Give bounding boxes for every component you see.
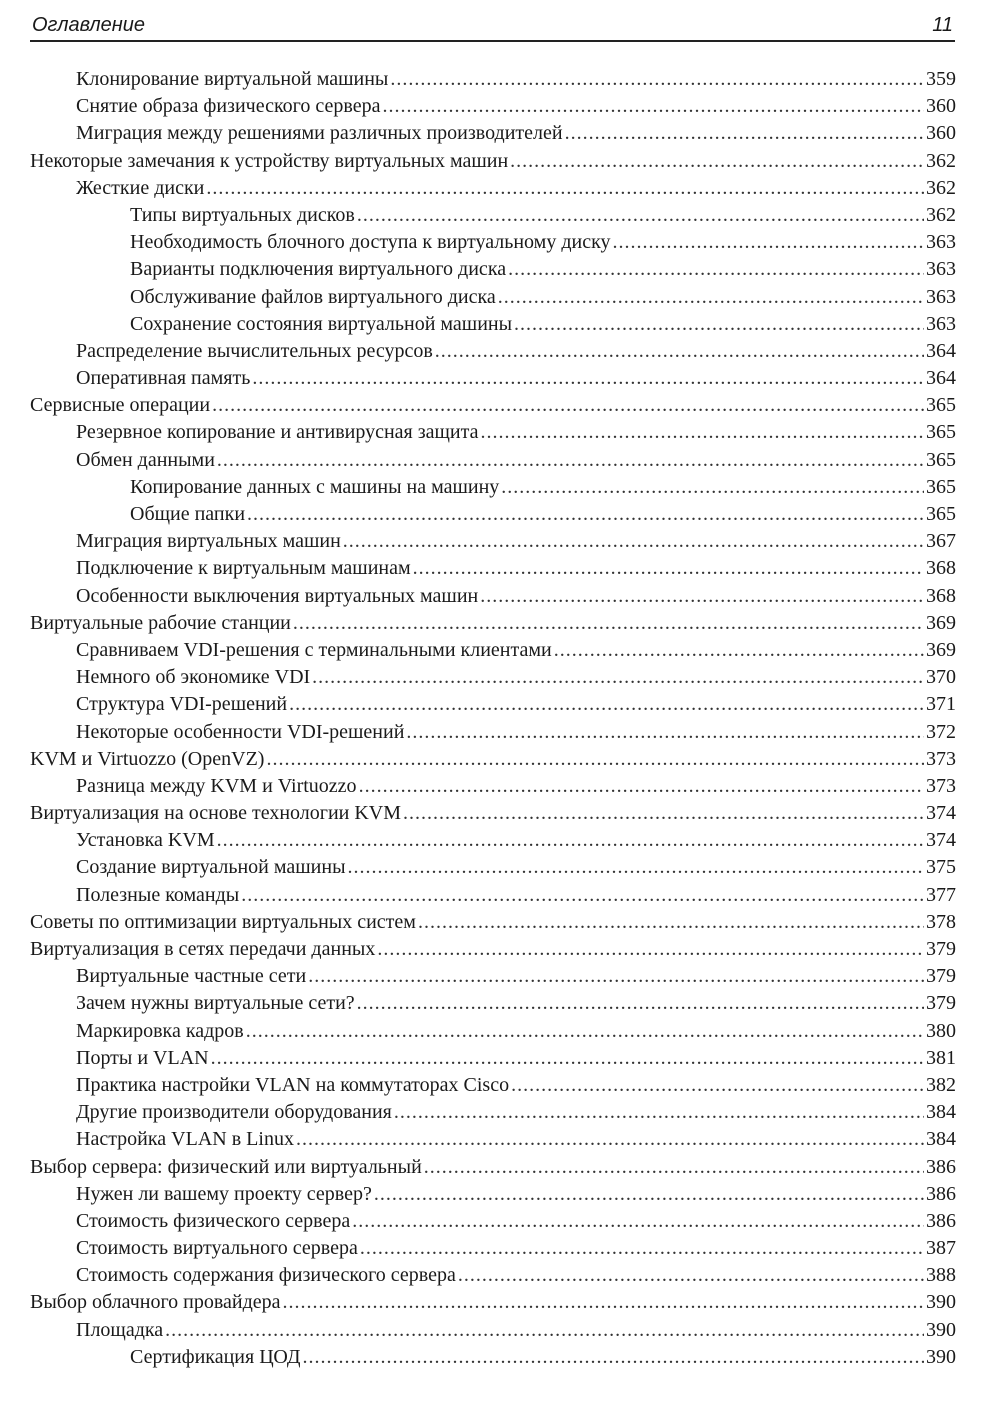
toc-entry-page: 373 [926,774,956,797]
toc-entry-page: 387 [926,1237,956,1260]
dot-leader [406,719,924,746]
dot-leader [296,1126,924,1153]
dot-leader [394,1099,924,1126]
toc-entry-title: Сертификация ЦОД [130,1345,301,1368]
toc-entry-page: 384 [926,1128,956,1151]
toc-entry-title: Порты и VLAN [76,1046,209,1069]
toc-entry-title: Полезные команды [76,883,240,906]
toc-entry [30,1099,956,1126]
dot-leader [382,93,924,120]
dot-leader [508,256,924,283]
toc-entry-title: Некоторые особенности VDI-решений [76,720,405,743]
toc-entry-title: Миграция между решениями различных производителей [76,122,563,145]
dot-leader [211,1045,924,1072]
toc-entry-title: Обслуживание файлов виртуального диска [130,285,496,308]
toc-entry-page: 360 [926,122,956,145]
toc-entry [30,202,956,229]
toc-entry-page: 364 [926,339,956,362]
dot-leader [435,338,924,365]
toc-entry [30,256,956,283]
toc-entry [30,365,956,392]
toc-entry-page: 365 [926,475,956,498]
toc-entry-page: 386 [926,1182,956,1205]
dot-leader [357,202,924,229]
toc-entry-title: Типы виртуальных дисков [130,203,355,226]
toc-entry [30,1154,956,1181]
toc-entry-page: 386 [926,1155,956,1178]
toc-entry-page: 378 [926,910,956,933]
toc-entry-title: Необходимость блочного доступа к виртуальному диску [130,231,611,254]
toc-entry [30,1018,956,1045]
toc-entry [30,1344,956,1371]
toc-entry-title: KVM и Virtuozzo (OpenVZ) [30,747,265,770]
toc-entry-title: Стоимость виртуального сервера [76,1237,358,1260]
dot-leader [554,637,924,664]
toc-entry-title: Советы по оптимизации виртуальных систем [30,910,416,933]
toc-entry [30,284,956,311]
toc-entry [30,746,956,773]
dot-leader [293,610,924,637]
toc-entry-title: Особенности выключения виртуальных машин [76,584,479,607]
toc-entry-page: 388 [926,1264,956,1287]
dot-leader [246,1018,924,1045]
toc-entry-title: Структура VDI-решений [76,693,288,716]
toc-entry-page: 371 [926,693,956,716]
toc-entry [30,691,956,718]
dot-leader [458,1262,924,1289]
dot-leader [212,392,924,419]
toc-entry [30,827,956,854]
toc-entry [30,474,956,501]
toc-entry-page: 365 [926,394,956,417]
toc-entry [30,854,956,881]
toc-entry [30,583,956,610]
toc-entry-title: Клонирование виртуальной машины [76,68,389,90]
dot-leader [302,1344,924,1371]
toc-entry [30,637,956,664]
dot-leader [480,419,924,446]
dot-leader [217,827,924,854]
toc-entry [30,990,956,1017]
dot-leader [374,1181,924,1208]
toc-entry-title: Копирование данных с машины на машину [130,475,500,498]
dot-leader [289,691,924,718]
toc-entry-title: Стоимость содержания физического сервера [76,1264,456,1287]
toc-entry-title: Нужен ли вашему проекту сервер? [76,1182,372,1205]
toc-entry [30,936,956,963]
toc-entry-page: 374 [926,802,956,825]
toc-entry [30,311,956,338]
toc-entry-page: 365 [926,421,956,444]
dot-leader [312,664,924,691]
dot-leader [510,148,924,175]
toc-entry-page: 379 [926,965,956,988]
toc-entry-title: Миграция виртуальных машин [76,530,341,553]
dot-leader [266,746,924,773]
toc-entry-title: Маркировка кадров [76,1019,244,1042]
toc-entry-page: 382 [926,1073,956,1096]
dot-leader [565,120,924,147]
toc-entry-page: 360 [926,95,956,118]
toc-entry-page: 362 [926,149,956,172]
toc-entry [30,93,956,120]
toc-entry-page: 372 [926,720,956,743]
toc-entry-page: 368 [926,557,956,580]
table-of-contents [30,66,956,1371]
dot-leader [424,1154,924,1181]
toc-entry-page: 369 [926,611,956,634]
toc-entry-page: 380 [926,1019,956,1042]
toc-entry-page: 379 [926,938,956,960]
toc-entry-title: Выбор облачного провайдера [30,1291,281,1314]
toc-entry-title: Разница между KVM и Virtuozzo [76,774,357,797]
toc-entry-title: Выбор сервера: физический или виртуальный [30,1155,422,1178]
dot-leader [514,311,924,338]
toc-entry-title: Виртуализация на основе технологии KVM [30,802,402,825]
toc-entry [30,664,956,691]
toc-entry-title: Жесткие диски [76,176,205,199]
dot-leader [165,1317,924,1344]
toc-entry-page: 386 [926,1209,956,1232]
toc-entry-page: 359 [926,68,956,90]
toc-entry [30,175,956,202]
toc-entry-page: 374 [926,829,956,852]
dot-leader [390,66,924,93]
toc-entry-title: Сохранение состояния виртуальной машины [130,312,513,335]
toc-entry-title: Сравниваем VDI-решения с терминальными клиентами [76,638,552,661]
toc-entry-page: 390 [926,1345,956,1368]
toc-entry [30,229,956,256]
toc-entry-page: 367 [926,530,956,553]
toc-entry-page: 368 [926,584,956,607]
toc-entry-title: Площадка [76,1318,164,1341]
dot-leader [501,474,924,501]
dot-leader [308,963,924,990]
toc-entry [30,1126,956,1153]
toc-entry-title: Практика настройки VLAN на коммутаторах Cisco [76,1073,510,1096]
toc-entry-title: Оперативная память [76,367,251,390]
running-header [30,10,955,42]
dot-leader [413,555,924,582]
dot-leader [352,1208,924,1235]
toc-entry [30,528,956,555]
dot-leader [480,583,924,610]
toc-entry-page: 365 [926,448,956,471]
dot-leader [206,175,924,202]
toc-entry-title: Виртуальные частные сети [76,965,307,988]
toc-entry-page: 390 [926,1318,956,1341]
toc-entry-page: 362 [926,176,956,199]
toc-entry-title: Общие папки [130,503,246,525]
dot-leader [357,990,924,1017]
toc-entry-title: Немного об экономике VDI [76,666,311,689]
dot-leader [511,1072,924,1099]
dot-leader [613,229,924,256]
toc-entry-title: Настройка VLAN в Linux [76,1128,294,1151]
toc-entry-title: Установка KVM [76,829,215,852]
dot-leader [283,1289,924,1316]
toc-entry [30,1289,956,1316]
toc-entry-page: 363 [926,231,956,254]
toc-entry-page: 377 [926,883,956,906]
toc-entry-title: Виртуальные рабочие станции [30,611,291,634]
dot-leader [377,936,924,963]
toc-entry [30,882,956,909]
toc-entry-page: 365 [926,503,956,525]
toc-entry [30,610,956,637]
toc-entry-title: Резервное копирование и антивирусная защита [76,421,479,444]
dot-leader [348,854,924,881]
toc-entry-title: Варианты подключения виртуального диска [130,258,507,281]
toc-entry-page: 384 [926,1101,956,1124]
dot-leader [403,800,924,827]
toc-entry [30,555,956,582]
toc-entry-title: Создание виртуальной машины [76,856,346,879]
toc-entry [30,773,956,800]
toc-entry-page: 390 [926,1291,956,1314]
dot-leader [247,501,924,528]
toc-entry [30,1317,956,1344]
toc-entry [30,120,956,147]
toc-entry-title: Некоторые замечания к устройству виртуальных машин [30,149,509,172]
toc-entry-title: Подключение к виртуальным машинам [76,557,411,580]
dot-leader [418,909,924,936]
dot-leader [359,773,924,800]
dot-leader [343,528,924,555]
toc-entry [30,963,956,990]
dot-leader [217,447,924,474]
toc-entry [30,501,956,528]
toc-entry-title: Другие производители оборудования [76,1101,392,1124]
toc-entry-page: 381 [926,1046,956,1069]
toc-entry-page: 370 [926,666,956,689]
toc-entry-title: Обмен данными [76,448,215,471]
toc-entry-page: 373 [926,747,956,770]
toc-entry-page: 363 [926,285,956,308]
toc-entry [30,66,956,93]
dot-leader [241,882,924,909]
toc-entry [30,719,956,746]
toc-entry-page: 375 [926,856,956,879]
toc-entry-page: 363 [926,258,956,281]
toc-entry-page: 364 [926,367,956,390]
toc-entry [30,1181,956,1208]
toc-entry-page: 362 [926,203,956,226]
toc-entry-page: 379 [926,992,956,1015]
dot-leader [252,365,924,392]
toc-entry [30,1208,956,1235]
toc-entry [30,447,956,474]
toc-entry [30,1262,956,1289]
toc-entry-title: Зачем нужны виртуальные сети? [76,992,355,1015]
toc-entry-title: Сервисные операции [30,394,211,417]
toc-entry-page: 369 [926,638,956,661]
toc-entry [30,1235,956,1262]
toc-entry [30,909,956,936]
toc-entry-title: Стоимость физического сервера [76,1209,351,1232]
toc-entry [30,800,956,827]
toc-entry-title: Виртуализация в сетях передачи данных [30,938,376,960]
toc-entry [30,148,956,175]
toc-entry [30,1072,956,1099]
header-title: Оглавление [32,14,146,36]
toc-entry [30,419,956,446]
toc-entry [30,338,956,365]
toc-entry [30,1045,956,1072]
dot-leader [498,284,924,311]
header-page-number: 11 [932,14,953,36]
toc-entry [30,392,956,419]
toc-entry-page: 363 [926,312,956,335]
toc-entry-title: Снятие образа физического сервера [76,95,381,118]
dot-leader [360,1235,924,1262]
toc-entry-title: Распределение вычислительных ресурсов [76,339,433,362]
